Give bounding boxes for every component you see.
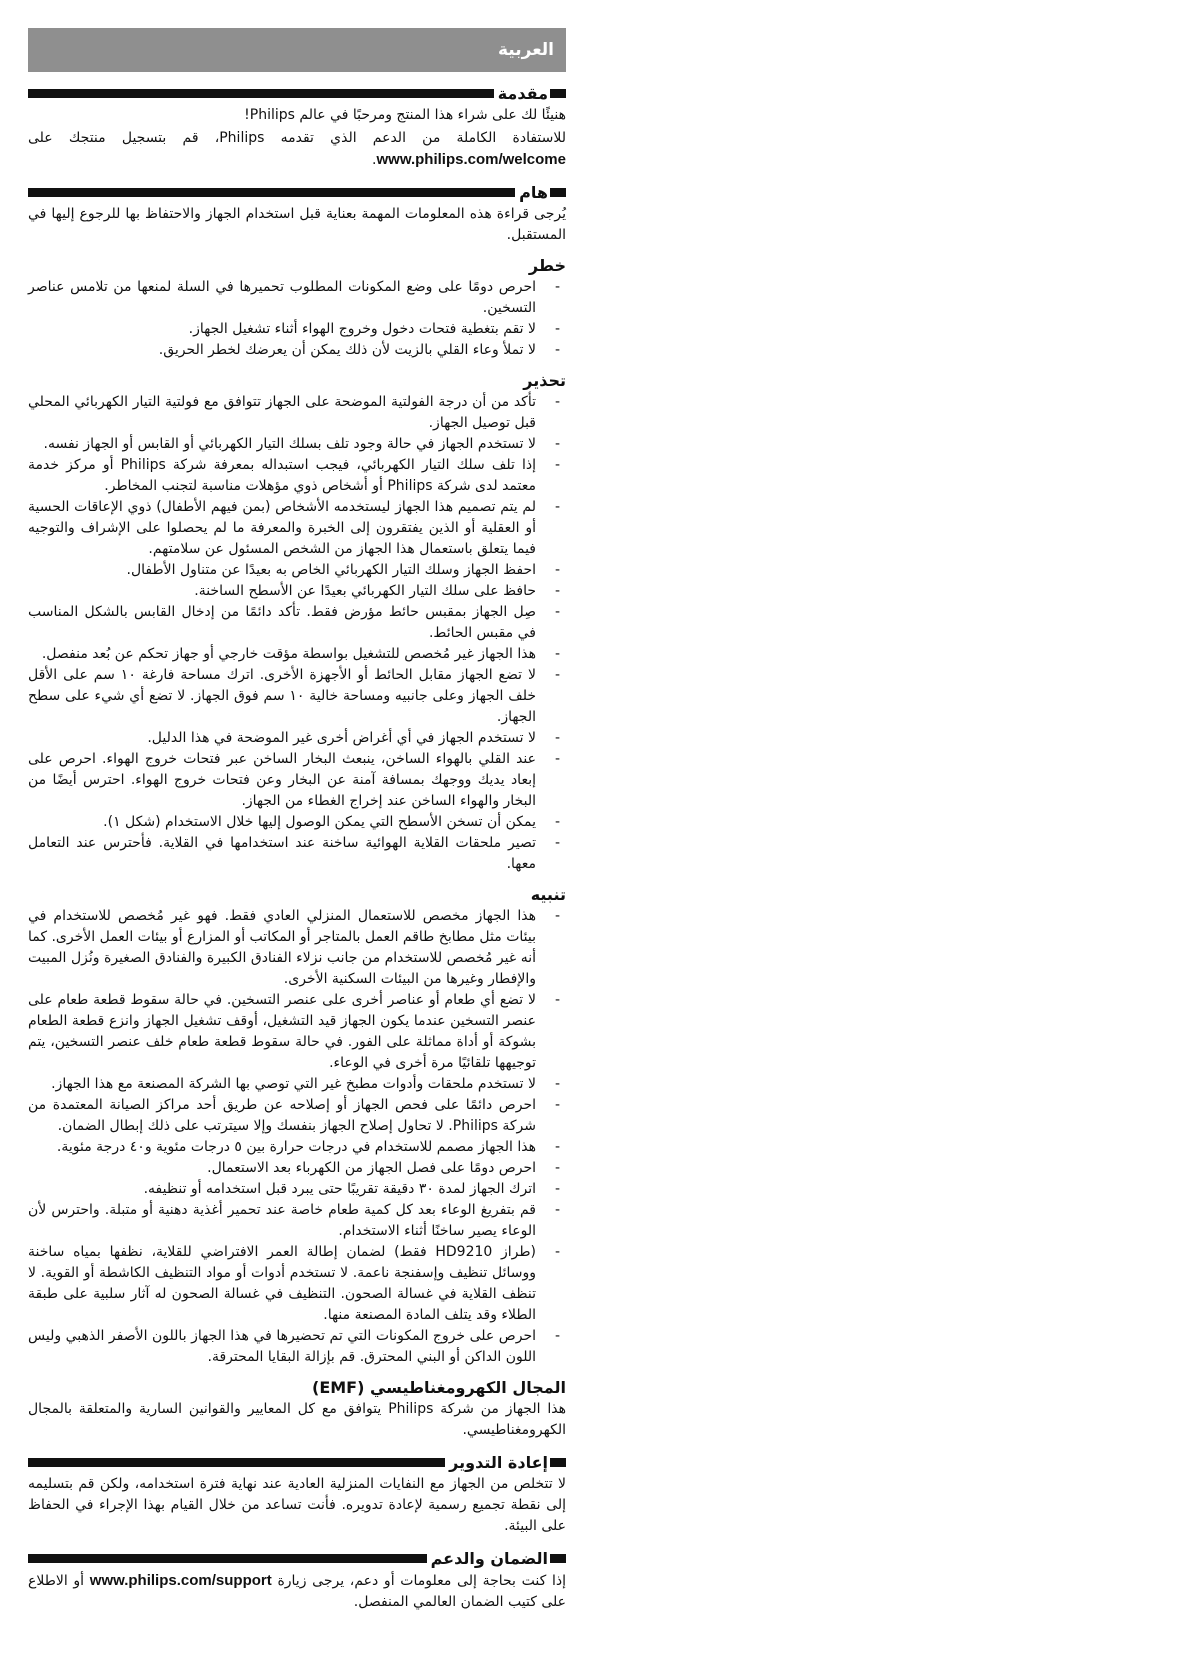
list-item: - اترك الجهاز لمدة ٣٠ دقيقة تقريبًا حتى يبرد قبل استخدامه أو تنظيفه. (28, 1179, 566, 1200)
warning-list (28, 392, 566, 875)
heading-bar-icon (550, 1458, 566, 1467)
heading-bar-icon (550, 188, 566, 197)
list-item: - يمكن أن تسخن الأسطح التي يمكن الوصول إليها خلال الاستخدام (شكل ١). (28, 812, 566, 833)
list-item: - لم يتم تصميم هذا الجهاز ليستخدمه الأشخاص (بمن فيهم الأطفال) ذوي الإعاقات الحسية أو العقلية أو الذين يفتقرون إلى الخبرة والمعرفة ما لم يحصلوا على الإشراف والتوجيه فيما يتعلق باستعمال هذا الجهاز من الشخص المسئول عن سلامتهم. (28, 497, 566, 560)
heading-bar-icon (550, 1554, 566, 1563)
support-text-after: أو الاطلاع على كتيب الضمان العالمي المنفصل. (28, 1573, 566, 1610)
warning-heading: تحذير (523, 371, 566, 390)
list-item: - صِل الجهاز بمقبس حائط مؤرض فقط. تأكد دائمًا من إدخال القابس بالشكل المناسب في مقبس الحائط. (28, 602, 566, 644)
list-item: - لا تستخدم ملحقات وأدوات مطبخ غير التي توصي بها الشركة المصنعة مع هذا الجهاز. (28, 1074, 566, 1095)
list-item: - هذا الجهاز مخصص للاستعمال المنزلي العادي فقط. فهو غير مُخصص للاستخدام في بيئات مثل مطابخ طاقم العمل بالمتاجر أو المكاتب أو المزارع أو بيئات العمل الأخرى. كما أنه غير مُخصص للاستخدام من جانب نزلاء الفنادق الكبيرة والفنادق الصغيرة ونُزل المبيت والإفطار وغيرها من البيئات السكنية الأخرى. (28, 906, 566, 990)
section-title: إعادة التدوير (449, 1453, 548, 1472)
heading-rule (28, 1554, 427, 1563)
section-heading-important (28, 183, 566, 202)
list-item: - إذا تلف سلك التيار الكهربائي، فيجب استبداله بمعرفة شركة Philips أو مركز خدمة معتمد لدى شركة Philips أو أشخاص ذوي مؤهلات مناسبة لتجنب المخاطر. (28, 455, 566, 497)
intro-text: للاستفادة الكاملة من الدعم الذي تقدمه Philips، قم بتسجيل منتجك على www.philips.com/welcome. (28, 130, 566, 168)
list-item: - لا تستخدم الجهاز في حالة وجود تلف بسلك التيار الكهربائي أو القابس أو الجهاز نفسه. (28, 434, 566, 455)
section-heading-intro (28, 84, 566, 103)
intro-register-text: للاستفادة الكاملة من الدعم الذي تقدمه Philips، قم بتسجيل منتجك على (28, 130, 566, 146)
list-item: - تصير ملحقات القلاية الهوائية ساخنة عند استخدامها في القلاية. فأحترس عند التعامل معها. (28, 833, 566, 875)
important-intro: يُرجى قراءة هذه المعلومات المهمة بعناية قبل استخدام الجهاز والاحتفاظ بها للرجوع إليها في المستقبل. (28, 206, 566, 243)
list-item: - قم بتفريغ الوعاء بعد كل كمية طعام خاصة عند تحمير أغذية دهنية أو متبلة. واحترس لأن الوعاء يصير ساخنًا أثناء الاستخدام. (28, 1200, 566, 1242)
language-header (28, 28, 566, 72)
heading-bar-icon (550, 89, 566, 98)
list-item: - (طراز HD9210 فقط) لضمان إطالة العمر الافتراضي للقلاية، نظفها بمياه ساخنة ووسائل تنظيف وإسفنجة ناعمة. لا تستخدم أدوات أو مواد التنظيف الكاشطة أو القوية. لا تنظف القلاية في غسالة الصحون. التنظيف في غسالة الصحون له آثار سلبية على طبقة الطلاء وقد يتلف المادة المصنعة منها. (28, 1242, 566, 1326)
list-item: - عند القلي بالهواء الساخن، ينبعث البخار الساخن عبر فتحات خروج الهواء. احرص على إبعاد يديك ووجهك بمسافة آمنة عن البخار وعن فتحات خروج الهواء. احترس أيضًا من البخار والهواء الساخن عند إخراج الغطاء من الجهاز. (28, 749, 566, 812)
list-item: - احرص على خروج المكونات التي تم تحضيرها في هذا الجهاز باللون الأصفر الذهبي وليس اللون الداكن أو البني المحترق. قم بإزالة البقايا المحترقة. (28, 1326, 566, 1368)
list-item: - حافظ على سلك التيار الكهربائي بعيدًا عن الأسطح الساخنة. (28, 581, 566, 602)
heading-rule (28, 89, 494, 98)
support-text-before: إذا كنت بحاجة إلى معلومات أو دعم، يرجى زيارة (277, 1573, 566, 1589)
list-item: - لا تستخدم الجهاز في أي أغراض أخرى غير الموضحة في هذا الدليل. (28, 728, 566, 749)
welcome-link[interactable]: www.philips.com/welcome (376, 151, 566, 168)
support-text (28, 1570, 566, 1613)
list-item: - لا تضع الجهاز مقابل الحائط أو الأجهزة الأخرى. اترك مساحة فارغة ١٠ سم على الأقل خلف الجهاز وعلى جانبيه ومساحة خالية ١٠ سم فوق الجهاز. لا تضع أي شيء على سطح الجهاز. (28, 665, 566, 728)
list-item: - تأكد من أن درجة الفولتية الموضحة على الجهاز تتوافق مع فولتية التيار الكهربائي المحلي قبل توصيل الجهاز. (28, 392, 566, 434)
language-label: العربية (497, 40, 554, 60)
recycling-text: لا تتخلص من الجهاز مع النفايات المنزلية العادية عند نهاية فترة استخدامه، ولكن قم بتسليمه إلى نقطة تجميع رسمية لإعادة تدويره. فأنت تساعد من خلال القيام بهذا الإجراء في الحفاظ على البيئة. (28, 1476, 566, 1534)
list-item: - لا تقم بتغطية فتحات دخول وخروج الهواء أثناء تشغيل الجهاز. (28, 319, 566, 340)
list-item: - احفظ الجهاز وسلك التيار الكهربائي الخاص به بعيدًا عن متناول الأطفال. (28, 560, 566, 581)
list-item: - لا تضع أي طعام أو عناصر أخرى على عنصر التسخين. في حالة سقوط قطعة طعام على عنصر التسخين عندما يكون الجهاز قيد التشغيل، أوقف تشغيل الجهاز وانزع قطعة الطعام بشوكة أو أداة مماثلة على الفور. في حالة سقوط قطعة طعام خلف عنصر التسخين، يتم توجيهها تلقائيًا مرة أخرى في الوعاء. (28, 990, 566, 1074)
emf-heading: المجال الكهرومغناطيسي (EMF) (312, 1378, 566, 1397)
emf-text: هذا الجهاز من شركة Philips يتوافق مع كل المعايير والقوانين السارية والمتعلقة بالمجال الكهرومغناطيسي. (28, 1401, 566, 1438)
section-title: الضمان والدعم (430, 1549, 548, 1568)
caution-heading: تنبيه (530, 885, 566, 904)
manual-page (28, 28, 566, 1615)
list-item: - هذا الجهاز غير مُخصص للتشغيل بواسطة مؤقت خارجي أو جهاز تحكم عن بُعد منفصل. (28, 644, 566, 665)
list-item: - لا تملأ وعاء القلي بالزيت لأن ذلك يمكن أن يعرضك لخطر الحريق. (28, 340, 566, 361)
caution-list (28, 906, 566, 1368)
danger-heading: خطر (528, 256, 566, 275)
section-title: هام (519, 183, 548, 202)
heading-rule (28, 188, 515, 197)
list-item: - احرص دومًا على فصل الجهاز من الكهرباء بعد الاستعمال. (28, 1158, 566, 1179)
heading-rule (28, 1458, 445, 1467)
section-heading-recycling (28, 1453, 566, 1472)
list-item: - احرص دومًا على وضع المكونات المطلوب تحميرها في السلة لمنعها من تلامس عناصر التسخين. (28, 277, 566, 319)
section-heading-support (28, 1549, 566, 1568)
list-item: - احرص دائمًا على فحص الجهاز أو إصلاحه عن طريق أحد مراكز الصيانة المعتمدة من شركة Philips. لا تحاول إصلاح الجهاز بنفسك وإلا سيترتب على ذلك إبطال الضمان. (28, 1095, 566, 1137)
support-link[interactable]: www.philips.com/support (89, 1572, 272, 1589)
section-title: مقدمة (497, 84, 548, 103)
intro-text: هنيئًا لك على شراء هذا المنتج ومرحبًا في عالم Philips! (244, 107, 566, 123)
danger-list (28, 277, 566, 361)
list-item: - هذا الجهاز مصمم للاستخدام في درجات حرارة بين ٥ درجات مئوية و٤٠ درجة مئوية. (28, 1137, 566, 1158)
